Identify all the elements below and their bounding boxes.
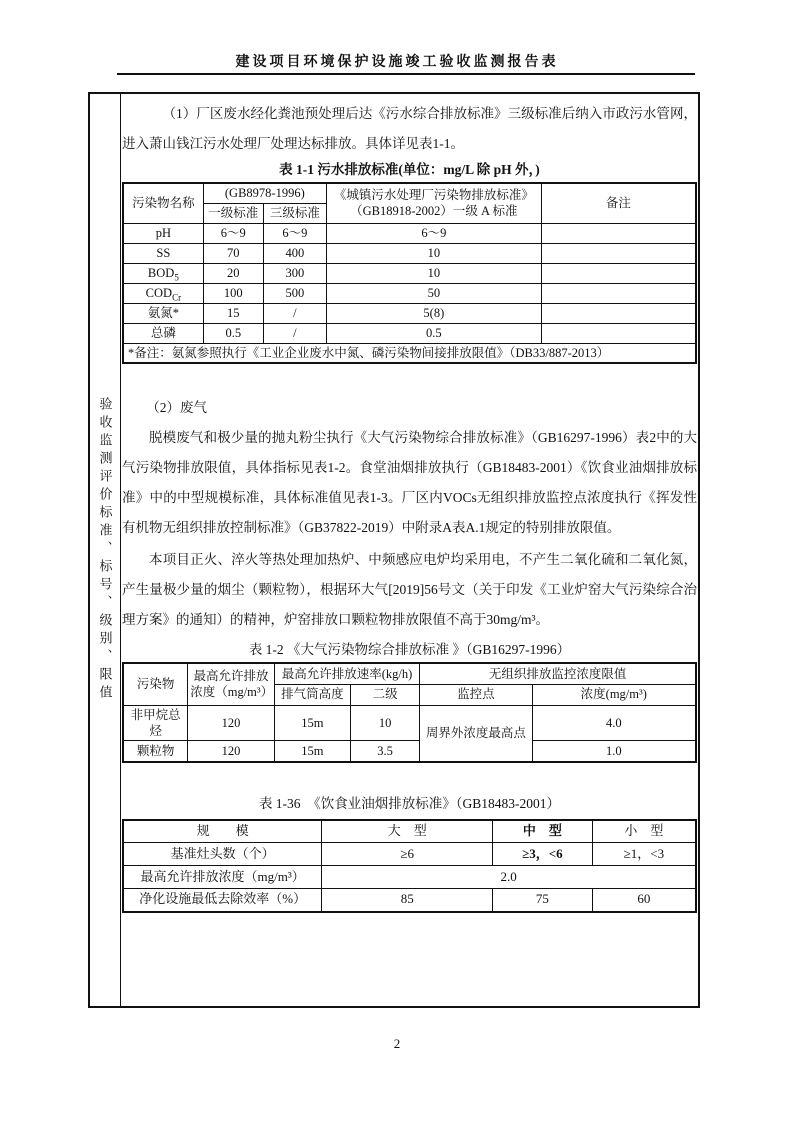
table-row	[123, 843, 696, 866]
paragraph-waste-gas: 脱模废气和极少量的抛丸粉尘执行《大气污染物综合排放标准》（GB16297-1996）表2中的大气污染物排放限值，具体指标见表1-2。食堂油烟排放执行（GB18483-2001）《饮食业油烟排放标准》中的中型规模标准，具体标准值见表1-3。厂区内VOCs无组织排放监控点浓度执行《挥发性有机物无组织排放控制标准》（GB37822-2019）中附录A表A.1规定的特别排放限值。	[122, 430, 697, 535]
table-cell: 10	[326, 263, 541, 283]
table-cell: 100	[203, 283, 263, 303]
table-cell: 污染物名称	[123, 183, 203, 223]
table-cell: 排气筒高度	[274, 684, 350, 705]
table-row	[123, 866, 696, 889]
table-cell: 1.0	[532, 741, 696, 762]
table-row	[123, 343, 696, 363]
document-title: 建设项目环境保护设施竣工验收监测报告表	[235, 55, 559, 70]
table-cell: 5(8)	[326, 303, 541, 323]
table-cell: 无组织排放监控浓度限值	[420, 663, 696, 684]
table-cell: 浓度(mg/m³)	[532, 684, 696, 705]
table-cell: 最高允许排放浓度（mg/m³）	[188, 663, 275, 705]
table-cell: ≥1，<3	[592, 843, 696, 866]
table-cell: 120	[188, 741, 275, 762]
table2-title: 表 1-2 《大气污染物综合排放标准 》（GB16297-1996）	[248, 642, 571, 657]
table-cell: 监控点	[420, 684, 532, 705]
table-cell: 70	[203, 243, 263, 263]
table-cell: 非甲烷总烃	[123, 705, 188, 741]
table-cell: 500	[263, 283, 326, 303]
table-cell: ≥3，<6	[493, 843, 593, 866]
table-cell	[541, 303, 696, 323]
table-cell: 二级	[350, 684, 419, 705]
table-cell: 85	[322, 889, 493, 912]
row-label-cell	[90, 94, 121, 1006]
table-cell: 10	[326, 243, 541, 263]
air-pollutant-standards-table	[122, 662, 697, 763]
table-cell: 净化设施最低去除效率（%）	[123, 889, 322, 912]
table-cell: 一级标准	[203, 203, 263, 223]
table-cell: 最高允许排放速率(kg/h)	[274, 663, 420, 684]
table-cell: *备注：氨氮参照执行《工业企业废水中氮、磷污染物间接排放限值》（DB33/887-2013）	[123, 343, 696, 363]
table-cell: 60	[592, 889, 696, 912]
table-row	[123, 323, 696, 343]
table-cell: SS	[123, 243, 203, 263]
table-cell: 氨氮*	[123, 303, 203, 323]
table-row	[123, 283, 696, 303]
table-cell: 300	[263, 263, 326, 283]
table-cell: 最高允许排放浓度（mg/m³）	[123, 866, 322, 889]
table-cell	[541, 243, 696, 263]
table-cell: 3.5	[350, 741, 419, 762]
table-cell: 2.0	[322, 866, 696, 889]
table-cell: 10	[350, 705, 419, 741]
table-cell: 总磷	[123, 323, 203, 343]
table-cell: 《城镇污水处理厂污染物排放标准》（GB18918-2002）一级 A 标准	[326, 183, 541, 223]
table-cell: 6～9	[263, 223, 326, 243]
table-row	[123, 183, 696, 203]
table-cell: $COD_{Cr}$	[123, 283, 203, 303]
table-cell: 0.5	[203, 323, 263, 343]
table-cell: 污染物	[123, 663, 188, 705]
table-cell: 规 模	[123, 820, 322, 843]
table-cell: 大 型	[322, 820, 493, 843]
table-cell: 6～9	[203, 223, 263, 243]
table-cell: 0.5	[326, 323, 541, 343]
table-row	[123, 303, 696, 323]
table-cell: $BOD_5$	[123, 263, 203, 283]
table-cell: 15m	[274, 741, 350, 762]
header-rule	[117, 73, 695, 75]
wastewater-standards-table	[122, 182, 697, 364]
table-cell: 颗粒物	[123, 741, 188, 762]
table-cell: 小 型	[592, 820, 696, 843]
form-section-box	[88, 92, 700, 1008]
table3-title: 表 1-36 《饮食业油烟排放标准》（GB18483-2001）	[258, 795, 561, 811]
table-cell	[541, 263, 696, 283]
table-cell	[541, 323, 696, 343]
table-cell: /	[263, 303, 326, 323]
table-cell: 4.0	[532, 705, 696, 741]
table-row	[123, 263, 696, 283]
table-cell: 75	[493, 889, 593, 912]
table-row	[123, 820, 696, 843]
table-row	[123, 223, 696, 243]
table-cell: pH	[123, 223, 203, 243]
table-row	[123, 741, 696, 762]
table-cell: 400	[263, 243, 326, 263]
table-cell: 120	[188, 705, 275, 741]
section2-heading: （2）废气	[146, 400, 208, 415]
paragraph-wastewater: （1）厂区废水经化粪池预处理后达《污水综合排放标准》三级标准后纳入市政污水管网，进入萧山钱江污水处理厂处理达标排放。具体详见表1-1。	[122, 106, 697, 151]
table-cell: 20	[203, 263, 263, 283]
section-content	[121, 94, 698, 1006]
row-label-vertical: 验收监测评价标准、标号、级别、限值	[97, 397, 113, 703]
table-cell: 15m	[274, 705, 350, 741]
table1-title: 表 1-1 污水排放标准(单位：mg/L 除 pH 外，)	[279, 162, 540, 177]
table-row	[123, 889, 696, 912]
table-cell: 50	[326, 283, 541, 303]
table-cell	[541, 283, 696, 303]
table-cell: (GB8978-1996)	[203, 183, 326, 203]
table-cell: 中 型	[493, 820, 593, 843]
cooking-fume-standards-table	[122, 819, 697, 913]
table-row	[123, 243, 696, 263]
table-cell: 6～9	[326, 223, 541, 243]
table-cell: 基准灶头数（个）	[123, 843, 322, 866]
table-row	[123, 663, 696, 684]
paragraph-furnace: 本项目正火、淬火等热处理加热炉、中频感应电炉均采用电，不产生二氧化硫和二氧化氮，产生量极少量的烟尘（颗粒物），根据环大气[2019]56号文（关于印发《工业炉窑大气污染综合治理方案》的通知）的精神，炉窑排放口颗粒物排放限值不高于30mg/m³。	[122, 552, 697, 627]
page-number: 2	[393, 1036, 401, 1051]
table-cell	[541, 223, 696, 243]
table-cell: 15	[203, 303, 263, 323]
table-cell: /	[263, 323, 326, 343]
table-cell: ≥6	[322, 843, 493, 866]
table-cell: 周界外浓度最高点	[420, 705, 532, 762]
table-row	[123, 705, 696, 741]
table-cell: 备注	[541, 183, 696, 223]
table-cell: 三级标准	[263, 203, 326, 223]
